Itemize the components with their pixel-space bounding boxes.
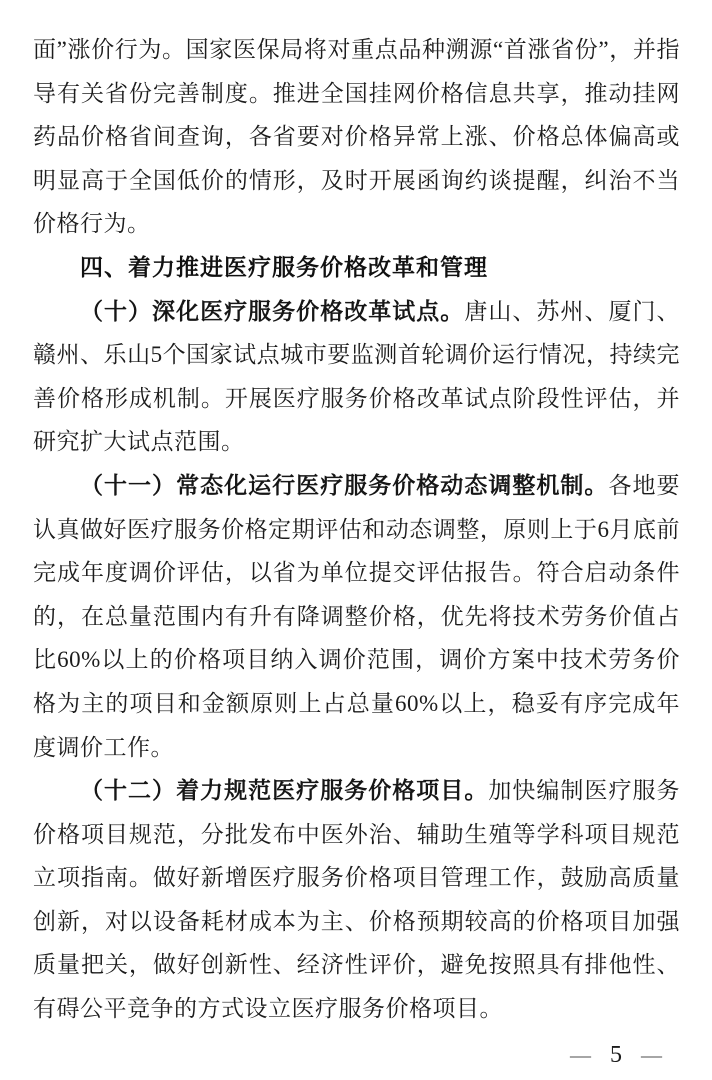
page-number: 5: [610, 1042, 622, 1068]
page-footer: [570, 1042, 662, 1069]
document-body: [33, 28, 680, 1031]
item-11-text: 各地要认真做好医疗服务价格定期评估和动态调整，原则上于6月底前完成年度调价评估，以省为单位提交评估报告。符合启动条件的，在总量范围内有升有降调整价格，优先将技术劳务价值占比60%以上的价格项目纳入调价范围，调价方案中技术劳务价格为主的项目和金额原则上占总量60%以上，稳妥有序完成年度调价工作。: [33, 472, 681, 760]
item-10-lead: （十）深化医疗服务价格改革试点。: [80, 298, 465, 324]
paragraph-item-11: [33, 464, 680, 769]
paragraph-continuation: 面”涨价行为。国家医保局将对重点品种溯源“首涨省份”，并指导有关省份完善制度。推进全国挂网价格信息共享，推动挂网药品价格省间查询，各省要对价格异常上涨、价格总体偏高或明显高于全国低价的情形，及时开展函询约谈提醒，纠治不当价格行为。: [33, 37, 680, 237]
item-12-text: 加快编制医疗服务价格项目规范，分批发布中医外治、辅助生殖等学科项目规范立项指南。做好新增医疗服务价格项目管理工作，鼓励高质量创新，对以设备耗材成本为主、价格预期较高的价格项目加强质量把关，做好创新性、经济性评价，避免按照具有排他性、有碍公平竞争的方式设立医疗服务价格项目。: [33, 778, 681, 1022]
section-heading: 四、着力推进医疗服务价格改革和管理: [80, 253, 488, 280]
footer-dash-left: —: [570, 1043, 591, 1067]
item-10-text: 唐山、苏州、厦门、赣州、乐山5个国家试点城市要监测首轮调价运行情况，持续完善价格形成机制。开展医疗服务价格改革试点阶段性评估，并研究扩大试点范围。: [33, 298, 681, 455]
paragraph-item-12: [33, 769, 680, 1031]
footer-dash-right: —: [641, 1043, 662, 1067]
item-11-lead: （十一）常态化运行医疗服务价格动态调整机制。: [80, 472, 609, 498]
item-12-lead: （十二）着力规范医疗服务价格项目。: [80, 778, 489, 804]
paragraph-item-10: [33, 290, 680, 464]
